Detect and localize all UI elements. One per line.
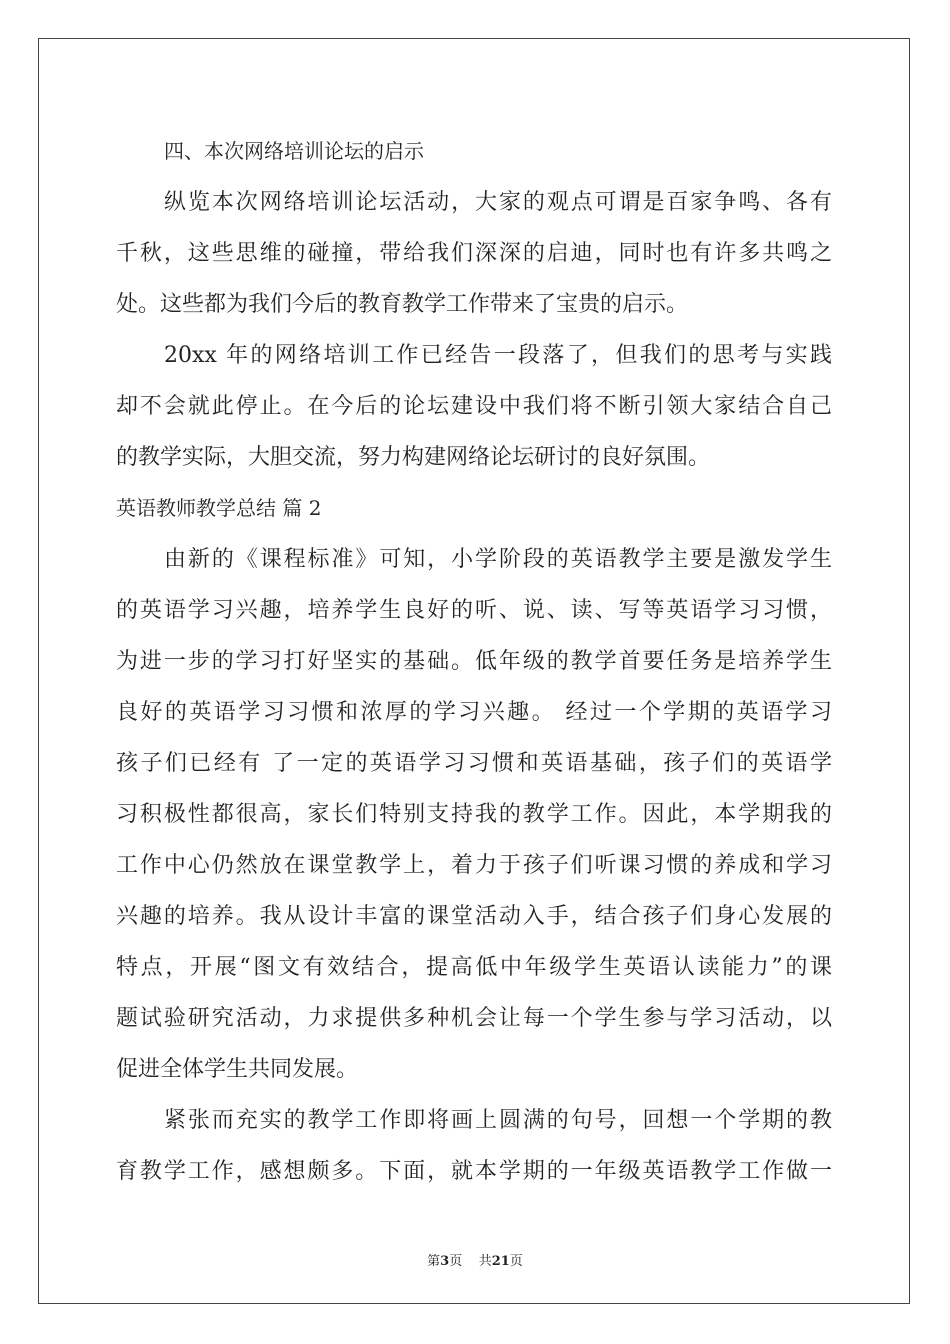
footer-prefix: 第 — [427, 1254, 441, 1269]
paragraph-line: 20xx 年的网络培训工作已经告一段落了，但我们的思考与实践 — [164, 343, 832, 368]
paragraph-line: 千秋，这些思维的碰撞，带给我们深深的启迪，同时也有许多共鸣之 — [116, 241, 832, 266]
paragraph-line: 题试验研究活动，力求提供多种机会让每一个学生参与学习活动，以 — [116, 1006, 832, 1031]
paragraph-line: 促进全体学生共同发展。 — [116, 1057, 359, 1082]
paragraph-line: 却不会就此停止。在今后的论坛建设中我们将不断引领大家结合自己 — [116, 394, 832, 419]
paragraph-line: 兴趣的培养。我从设计丰富的课堂活动入手，结合孩子们身心发展的 — [116, 904, 832, 929]
section-heading: 四、本次网络培训论坛的启示 — [164, 139, 424, 163]
page-footer — [0, 1250, 950, 1269]
paragraph-line: 紧张而充实的教学工作即将画上圆满的句号，回想一个学期的教 — [164, 1108, 832, 1133]
paragraph-line: 由新的《课程标准》可知，小学阶段的英语教学主要是激发学生 — [164, 547, 832, 572]
paragraph-line: 工作中心仍然放在课堂教学上，着力于孩子们听课习惯的养成和学习 — [116, 853, 832, 878]
paragraph-line: 的英语学习兴趣，培养学生良好的听、说、读、写等英语学习习惯， — [116, 598, 832, 623]
paragraph-line: 处。这些都为我们今后的教育教学工作带来了宝贵的启示。 — [116, 292, 689, 317]
paragraph-line: 习积极性都很高，家长们特别支持我的教学工作。因此，本学期我的 — [116, 802, 832, 827]
paragraph-line: 为进一步的学习打好坚实的基础。低年级的教学首要任务是培养学生 — [116, 649, 832, 674]
footer-mid: 页 共 — [449, 1254, 492, 1269]
paragraph-line: 的教学实际，大胆交流，努力构建网络论坛研讨的良好氛围。 — [116, 445, 711, 470]
paragraph-line: 育教学工作，感想颇多。下面，就本学期的一年级英语教学工作做一 — [116, 1159, 832, 1184]
paragraph-line: 纵览本次网络培训论坛活动，大家的观点可谓是百家争鸣、各有 — [164, 190, 832, 215]
paragraph-line: 特点，开展“图文有效结合，提高低中年级学生英语认读能力”的课 — [116, 955, 832, 980]
paragraph-line: 良好的英语学习习惯和浓厚的学习兴趣。 经过一个学期的英语学习 — [116, 700, 832, 725]
document-body — [116, 126, 832, 1197]
total-page-number: 21 — [491, 1254, 510, 1269]
current-page-number: 3 — [440, 1254, 450, 1269]
footer-suffix: 页 — [509, 1254, 523, 1269]
paragraph-line: 孩子们已经有 了一定的英语学习习惯和英语基础，孩子们的英语学 — [116, 751, 832, 776]
article-title: 英语教师教学总结 篇 2 — [116, 496, 322, 520]
